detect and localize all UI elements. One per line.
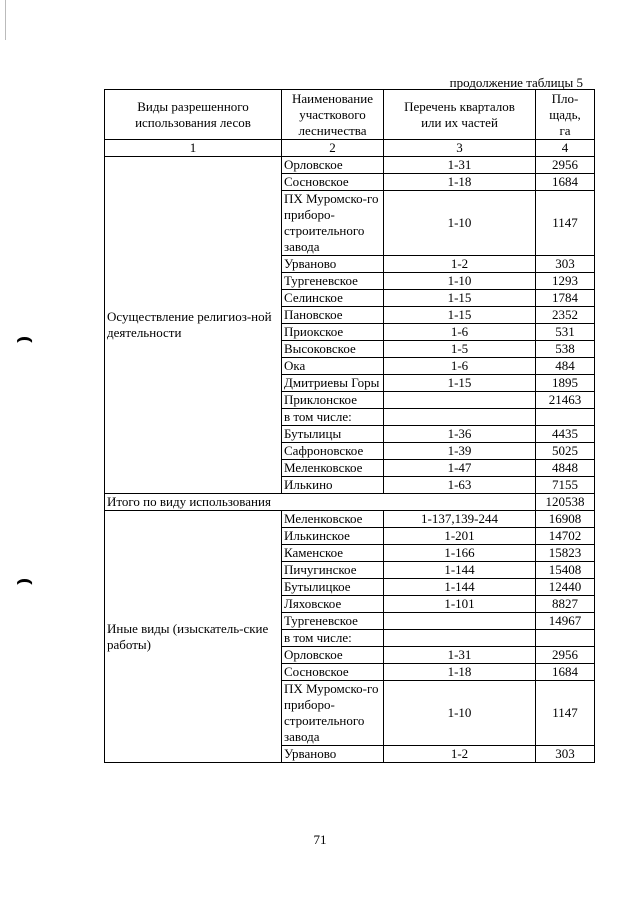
- quarters-cell: 1-15: [384, 375, 536, 392]
- forestry-name-cell: Дмитриевы Горы: [282, 375, 384, 392]
- forestry-name-cell: Приклонское: [282, 392, 384, 409]
- forestry-name-cell: ПХ Муромско-го приборо-строительного завода: [282, 191, 384, 256]
- area-cell: 4435: [536, 426, 595, 443]
- area-cell: 1147: [536, 191, 595, 256]
- quarters-cell: 1-18: [384, 664, 536, 681]
- header-area: Пло-щадь, га: [536, 90, 595, 140]
- quarters-cell: 1-10: [384, 191, 536, 256]
- quarters-cell: [384, 409, 536, 426]
- area-cell: 1293: [536, 273, 595, 290]
- quarters-cell: 1-47: [384, 460, 536, 477]
- area-cell: 303: [536, 256, 595, 273]
- quarters-cell: 1-6: [384, 358, 536, 375]
- table-row: [105, 157, 595, 174]
- area-cell: 2956: [536, 157, 595, 174]
- quarters-cell: [384, 613, 536, 630]
- forestry-name-cell: Пановское: [282, 307, 384, 324]
- area-cell: 1684: [536, 664, 595, 681]
- forestry-name-cell: Ока: [282, 358, 384, 375]
- area-cell: 21463: [536, 392, 595, 409]
- quarters-cell: [384, 630, 536, 647]
- quarters-cell: 1-5: [384, 341, 536, 358]
- quarters-cell: 1-2: [384, 256, 536, 273]
- header-number: 4: [536, 140, 595, 157]
- quarters-cell: 1-31: [384, 647, 536, 664]
- quarters-cell: 1-31: [384, 157, 536, 174]
- forestry-name-cell: Сафроновское: [282, 443, 384, 460]
- header-use-type: Виды разрешенного использования лесов: [105, 90, 282, 140]
- forestry-name-cell: Приокское: [282, 324, 384, 341]
- forestry-name-cell: Урваново: [282, 746, 384, 763]
- forestry-name-cell: Бутылицы: [282, 426, 384, 443]
- forestry-name-cell: Каменское: [282, 545, 384, 562]
- area-cell: 2352: [536, 307, 595, 324]
- page-number: 71: [313, 832, 327, 847]
- quarters-cell: 1-6: [384, 324, 536, 341]
- quarters-cell: 1-15: [384, 307, 536, 324]
- forestry-name-cell: Меленковское: [282, 460, 384, 477]
- forestry-name-cell: в том числе:: [282, 409, 384, 426]
- forestry-name-cell: Селинское: [282, 290, 384, 307]
- quarters-cell: 1-137,139-244: [384, 511, 536, 528]
- area-cell: 1684: [536, 174, 595, 191]
- area-cell: 538: [536, 341, 595, 358]
- quarters-cell: 1-18: [384, 174, 536, 191]
- header-number: 3: [384, 140, 536, 157]
- scan-edge-line: [5, 0, 6, 40]
- forestry-name-cell: ПХ Муромско-го приборо-строительного завода: [282, 681, 384, 746]
- table-continuation-caption: продолжение таблицы 5: [449, 75, 583, 90]
- area-cell: 1895: [536, 375, 595, 392]
- quarters-cell: 1-144: [384, 579, 536, 596]
- forestry-name-cell: Илькинское: [282, 528, 384, 545]
- area-cell: 303: [536, 746, 595, 763]
- quarters-cell: 1-39: [384, 443, 536, 460]
- quarters-cell: 1-166: [384, 545, 536, 562]
- area-cell: 14702: [536, 528, 595, 545]
- binding-hole-mark: ⌢: [16, 323, 34, 353]
- quarters-cell: 1-201: [384, 528, 536, 545]
- area-cell: 8827: [536, 596, 595, 613]
- area-cell: 5025: [536, 443, 595, 460]
- header-quarters: Перечень кварталов или их частей: [384, 90, 536, 140]
- forestry-name-cell: Сосновское: [282, 664, 384, 681]
- quarters-cell: 1-101: [384, 596, 536, 613]
- quarters-cell: 1-2: [384, 746, 536, 763]
- total-area-cell: 120538: [536, 494, 595, 511]
- forestry-name-cell: Пичугинское: [282, 562, 384, 579]
- forestry-name-cell: Орловское: [282, 647, 384, 664]
- forestry-name-cell: Меленковское: [282, 511, 384, 528]
- header-number: 1: [105, 140, 282, 157]
- area-cell: 16908: [536, 511, 595, 528]
- forestry-name-cell: Высоковское: [282, 341, 384, 358]
- forestry-name-cell: Тургеневское: [282, 613, 384, 630]
- binding-hole-mark: ⌢: [16, 565, 34, 595]
- use-type-cell: Осуществление религиоз-ной деятельности: [105, 157, 282, 494]
- use-type-cell: Иные виды (изыскатель-ские работы): [105, 511, 282, 763]
- area-cell: 531: [536, 324, 595, 341]
- forestry-name-cell: Илькино: [282, 477, 384, 494]
- area-cell: 12440: [536, 579, 595, 596]
- area-cell: 15408: [536, 562, 595, 579]
- header-number: 2: [282, 140, 384, 157]
- quarters-cell: [384, 392, 536, 409]
- area-cell: 1784: [536, 290, 595, 307]
- area-cell: 2956: [536, 647, 595, 664]
- area-cell: 1147: [536, 681, 595, 746]
- area-cell: 4848: [536, 460, 595, 477]
- area-cell: 7155: [536, 477, 595, 494]
- forestry-name-cell: Орловское: [282, 157, 384, 174]
- forestry-name-cell: Бутылицкое: [282, 579, 384, 596]
- table-row: [105, 511, 595, 528]
- forest-use-table: [104, 89, 595, 763]
- area-cell: [536, 630, 595, 647]
- forestry-name-cell: Тургеневское: [282, 273, 384, 290]
- quarters-cell: 1-36: [384, 426, 536, 443]
- area-cell: [536, 409, 595, 426]
- quarters-cell: 1-10: [384, 681, 536, 746]
- forestry-name-cell: в том числе:: [282, 630, 384, 647]
- quarters-cell: 1-10: [384, 273, 536, 290]
- area-cell: 14967: [536, 613, 595, 630]
- quarters-cell: 1-15: [384, 290, 536, 307]
- forestry-name-cell: Сосновское: [282, 174, 384, 191]
- total-row: [105, 494, 595, 511]
- forestry-name-cell: Урваново: [282, 256, 384, 273]
- quarters-cell: 1-144: [384, 562, 536, 579]
- quarters-cell: 1-63: [384, 477, 536, 494]
- total-label-cell: Итого по виду использования: [105, 494, 536, 511]
- forestry-name-cell: Ляховское: [282, 596, 384, 613]
- area-cell: 15823: [536, 545, 595, 562]
- header-forestry-name: Наименование участкового лесничества: [282, 90, 384, 140]
- area-cell: 484: [536, 358, 595, 375]
